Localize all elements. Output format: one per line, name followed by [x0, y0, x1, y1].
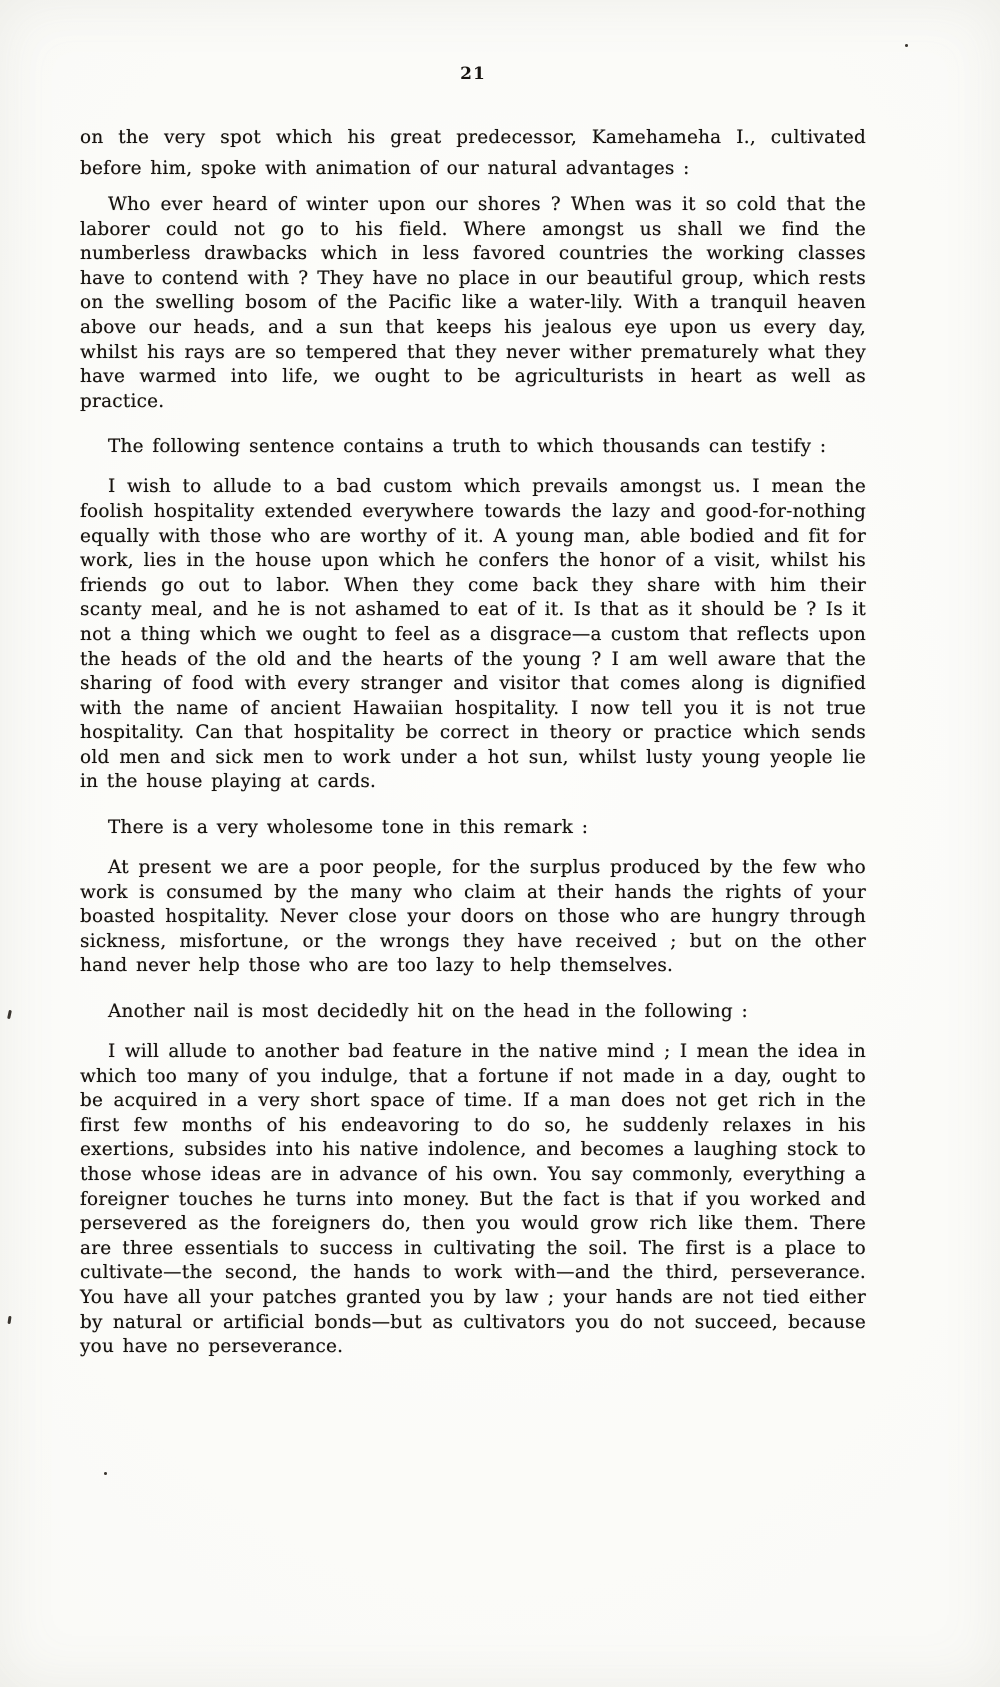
scan-speck	[7, 1010, 12, 1019]
scan-speck	[905, 44, 908, 47]
page-number: 21	[460, 64, 486, 84]
paragraph-quote-perseverance: I will allude to another bad feature in the native mind ; I mean the idea in which too many of you indulge, that a fortune if not made in a day, ought to be acquired in a very short space of time. If a man does not get rich in the first few months of his endeavoring to do so, he suddenly relaxes in his exertions, subsides into his native indolence, and becomes a laughing stock to those whose ideas are in advance of his own. You say commonly, everything a foreigner touches he turns into money. But the fact is that if you worked and persevered as the foreigners do, then you would grow rich like them. There are three essentials to success in cultivating the soil. The first is a place to cultivate—the second, the hands to work with—and the third, perseverance. You have all your patches granted you by law ; your hands are not tied either by natural or artificial bonds—but as cultivators you do not succeed, because you have no perseverance.	[80, 1041, 866, 1358]
paragraph-continuation: on the very spot which his great predecessor, Kamehameha I., cultivated before him, spoke with animation of our natural advantages :	[80, 127, 866, 179]
paragraph-leadin-truth: The following sentence contains a truth to which thousands can testify :	[108, 436, 827, 458]
scan-speck	[7, 1316, 11, 1324]
scan-speck	[104, 1472, 107, 1475]
paragraph-quote-poor-people: At present we are a poor people, for the surplus produced by the few who work is consumed by the many who claim at their hands the rights of your boasted hospitality. Never close your doors on those who are hungry through sickness, misfortune, or the wrongs they have received ; but on the other hand never help those who are too lazy to help themselves.	[80, 857, 866, 977]
paragraph-leadin-wholesome: There is a very wholesome tone in this remark :	[108, 817, 589, 839]
text-block	[80, 64, 866, 1371]
paragraph-quote-winter: Who ever heard of winter upon our shores ? When was it so cold that the laborer could not go to his field. Where amongst us shall we find the numberless drawbacks which in less favored countries the working classes have to contend with ? They have no place in our beautiful group, which rests on the swelling bosom of the Pacific like a water-lily. With a tranquil heaven above our heads, and a sun that keeps his jealous eye upon us every day, whilst his rays are so tempered that they never wither prematurely what they have warmed into life, we ought to be agriculturists in heart as well as practice.	[80, 194, 866, 412]
paragraph-leadin-another-nail: Another nail is most decidedly hit on the head in the following :	[108, 1001, 748, 1023]
paragraph-quote-hospitality: I wish to allude to a bad custom which prevails amongst us. I mean the foolish hospitality extended everywhere towards the lazy and good-for-nothing equally with those who are worthy of it. A young man, able bodied and fit for work, lies in the house upon which he confers the honor of a visit, whilst his friends go out to labor. When they come back they share with him their scanty meal, and he is not ashamed to eat of it. Is that as it should be ? Is it not a thing which we ought to feel as a disgrace—a custom that reflects upon the heads of the old and the hearts of the young ? I am well aware that the sharing of food with every stranger and visitor that comes along is dignified with the name of ancient Hawaiian hospitality. I now tell you it is not true hospitality. Can that hospitality be correct in theory or practice which sends old men and sick men to work under a hot sun, whilst lusty young yeople lie in the house playing at cards.	[80, 476, 866, 793]
